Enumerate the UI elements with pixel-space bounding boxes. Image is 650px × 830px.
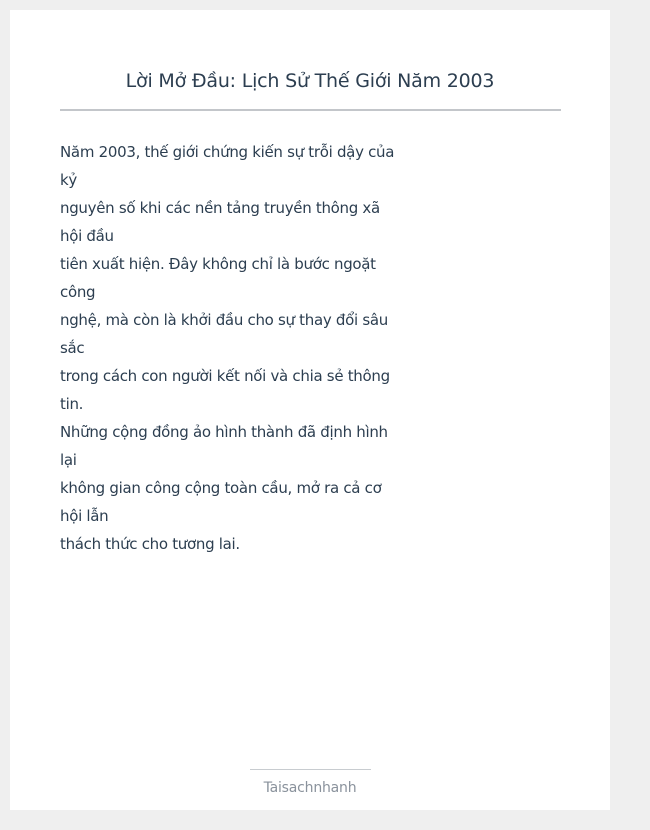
body-line: hội đầu <box>60 227 114 245</box>
body-line: nguyên số khi các nền tảng truyền thông xã <box>60 199 380 217</box>
body-line: công <box>60 283 96 301</box>
body-line: kỷ <box>60 171 77 189</box>
document-page <box>10 10 610 810</box>
body-line: nghệ, mà còn là khởi đầu cho sự thay đổi sâu <box>60 311 388 329</box>
body-line: tin. <box>60 395 84 413</box>
footer-divider <box>250 769 371 770</box>
title-divider <box>60 109 561 111</box>
body-line: Năm 2003, thế giới chứng kiến sự trỗi dậy của <box>60 143 395 161</box>
footer-publisher: Taisachnhanh <box>263 780 357 796</box>
body-line: không gian công cộng toàn cầu, mở ra cả cơ <box>60 479 382 497</box>
body-line: thách thức cho tương lai. <box>60 535 240 553</box>
page-title: Lời Mở Đầu: Lịch Sử Thế Giới Năm 2003 <box>125 70 495 92</box>
body-line: hội lẫn <box>60 507 109 525</box>
body-text <box>60 138 420 558</box>
body-line: lại <box>60 451 77 469</box>
body-line: trong cách con người kết nối và chia sẻ thông <box>60 367 390 385</box>
body-line: sắc <box>60 339 85 357</box>
body-line: tiên xuất hiện. Đây không chỉ là bước ngoặt <box>60 255 376 273</box>
body-line: Những cộng đồng ảo hình thành đã định hình <box>60 423 388 441</box>
